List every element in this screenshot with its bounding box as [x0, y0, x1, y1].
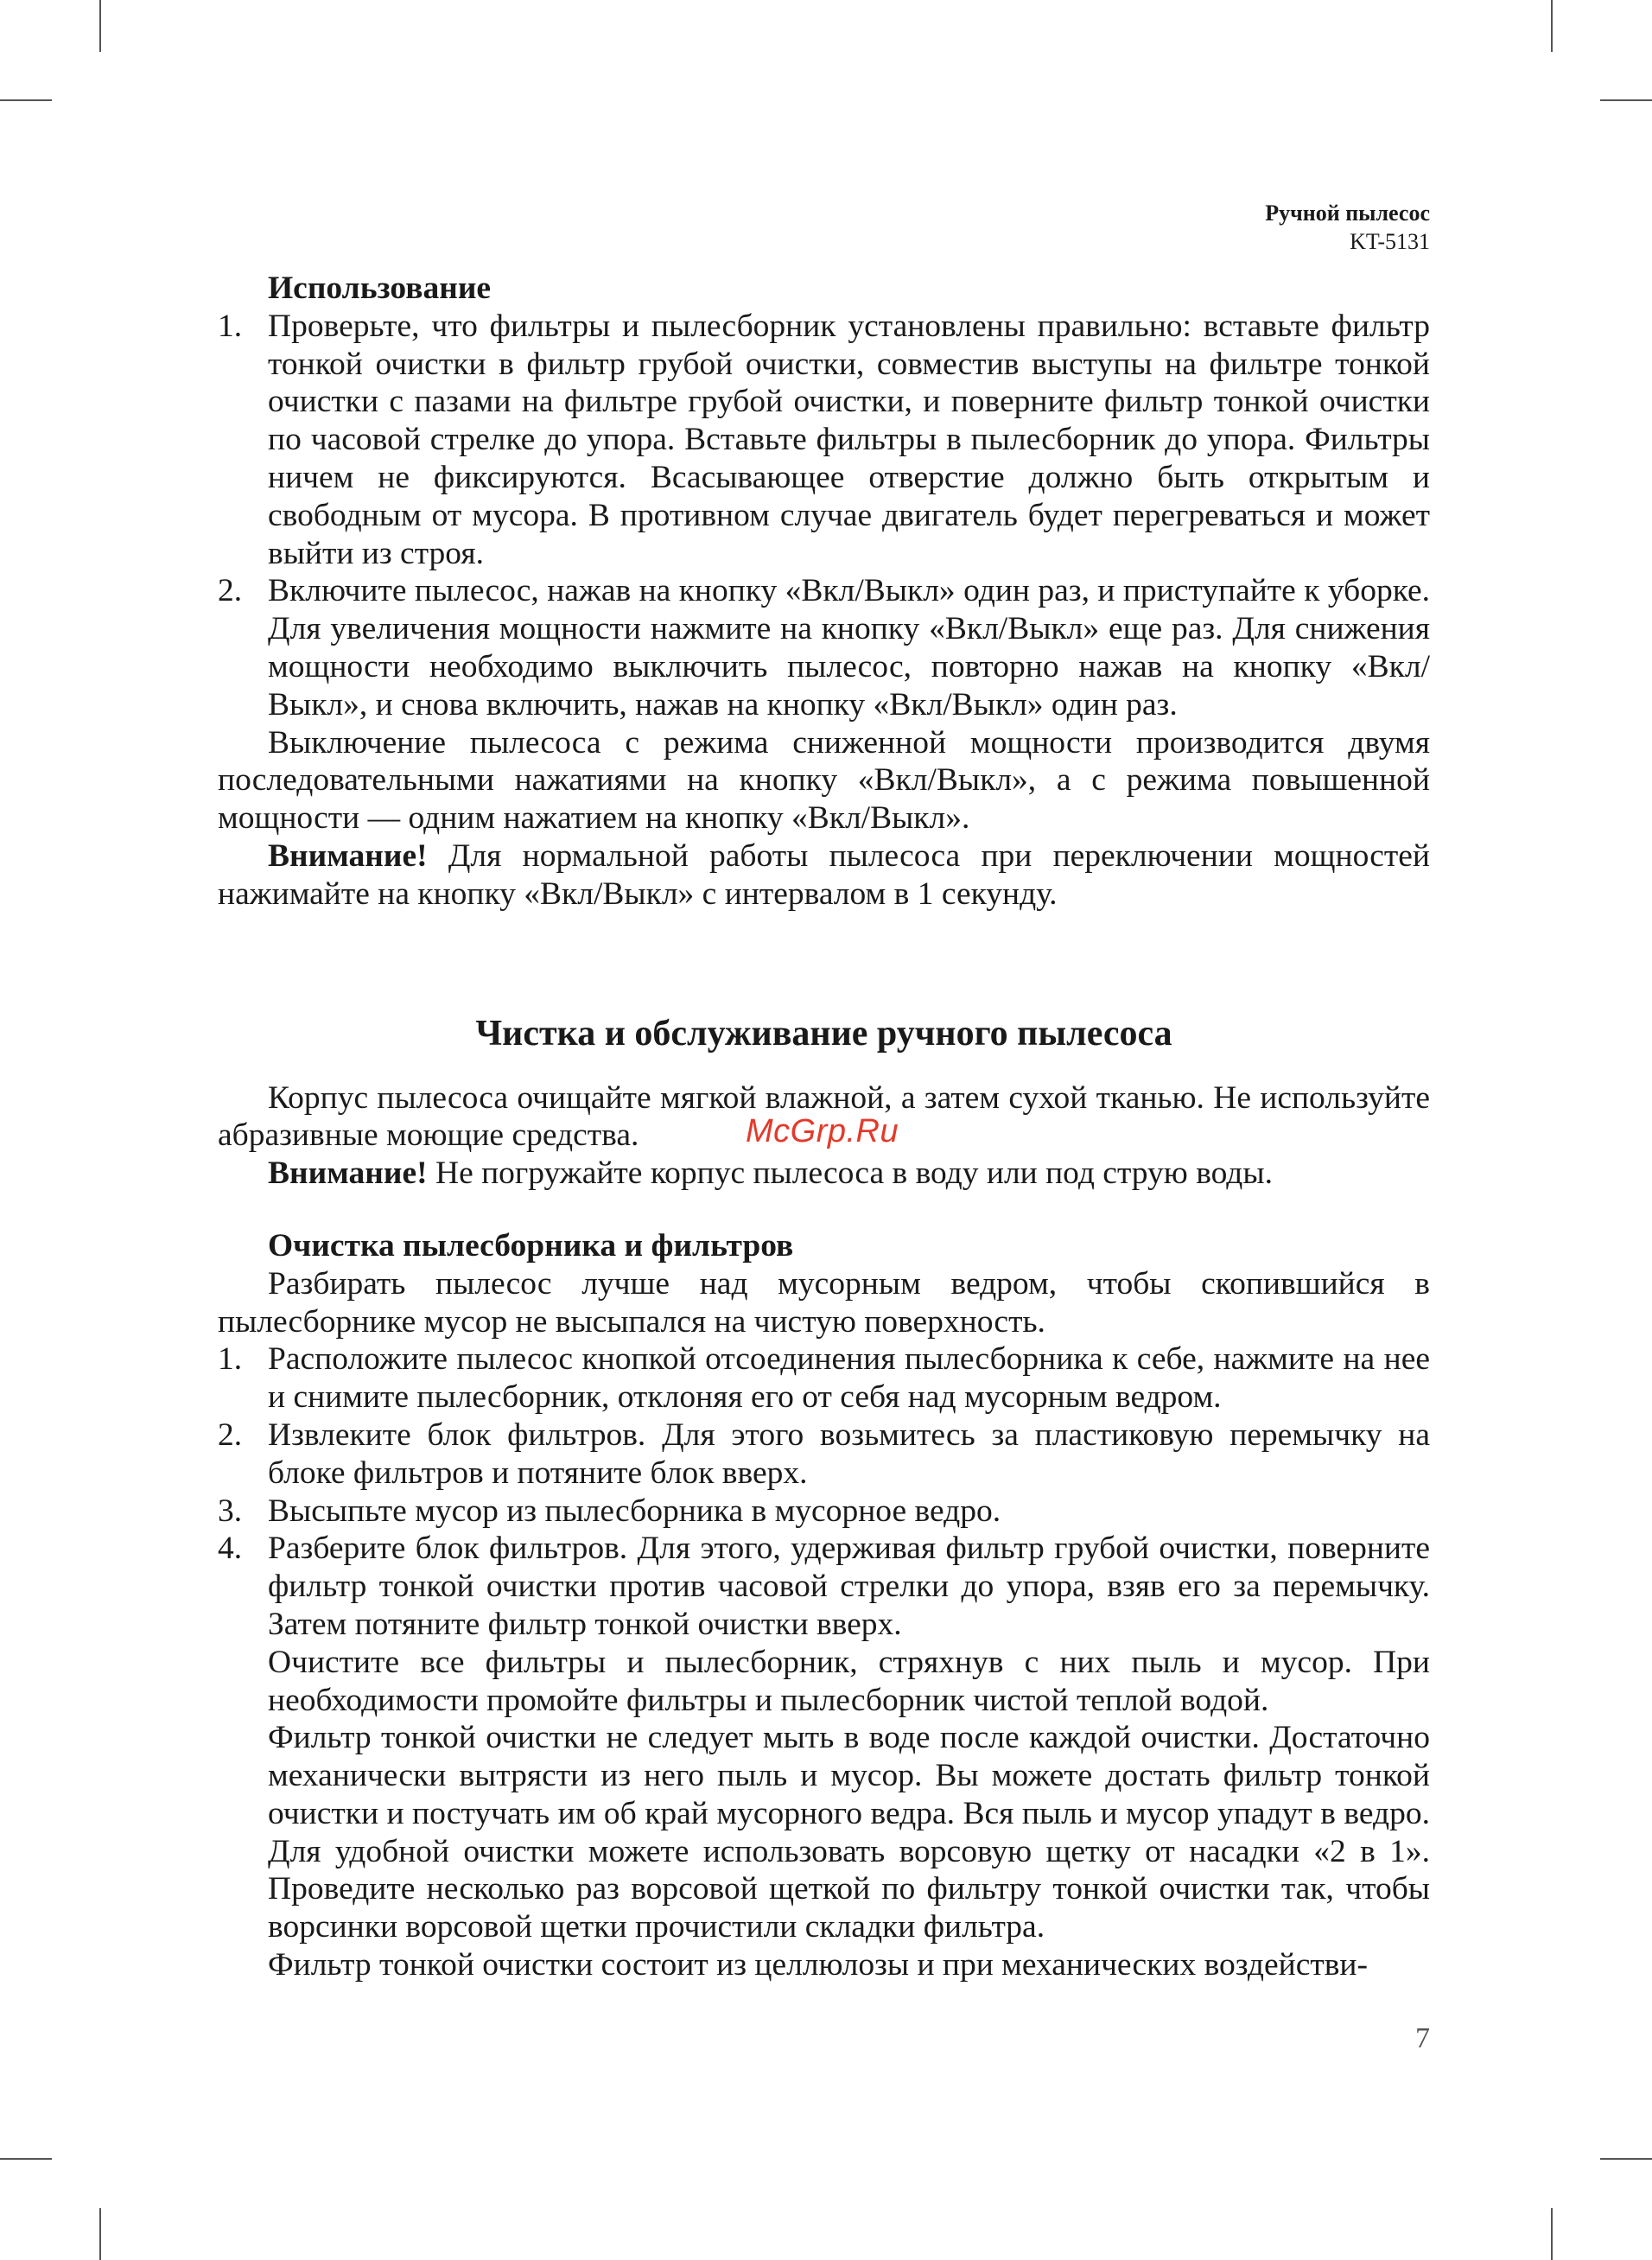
- list-item-number: 2.: [218, 573, 243, 609]
- usage-paragraph: Выключение пылесоса с режима сниженной мощности производится двумя последовательными нажатиями на кнопку «Вкл/Выкл», а с режима повышенной мощности — одним нажатием на кнопку «Вкл/Выкл».: [218, 724, 1430, 837]
- crop-mark: [0, 99, 52, 101]
- crop-mark: [1600, 2158, 1652, 2160]
- list-item-number: 3.: [218, 1493, 243, 1529]
- usage-heading: Использование: [268, 271, 492, 306]
- crop-mark: [0, 2158, 52, 2160]
- page-number: 7: [1415, 2022, 1430, 2054]
- body-text: , а затем сухой тканью. Не используйте абразивные моющие средства.: [218, 1079, 1430, 1154]
- list-item-number: 1.: [218, 1341, 243, 1378]
- crop-mark: [99, 0, 101, 52]
- running-header: [1265, 199, 1430, 256]
- sub-paragraph: Фильтр тонкой очистки не следует мыть в воде после каждой очистки. Достаточно механически вытрясти из него пыль и мусор. Вы можете достать фильтр тонкой очистки и постучать им об край мусорного ведра. Вся пыль и мусор упадут в ведро. Для удобной очистки можете использовать ворсовую щетку от насадки «2 в 1». Проведите несколько раз ворсовой щеткой по фильтру тонкой очистки так, чтобы ворсинки ворсовой щетки прочистили складки фильтра.: [268, 1720, 1430, 1945]
- list-item-number: 4.: [218, 1531, 243, 1567]
- intro-paragraph: Разбирать пылесос лучше над мусорным ведром, чтобы скопившийся в пылесборнике мусор не высыпался на чистую поверхность.: [218, 1265, 1430, 1340]
- header-model: KT-5131: [1350, 229, 1430, 254]
- list-item-text: Проверьте, что фильтры и пылесборник установлены правильно: вставьте фильтр тонкой очистки в фильтр грубой очистки, совместив выступы на фильтре тонкой очистки с пазами на фильтре грубой очистки, и поверните фильтр тонкой очистки по часовой стрелке до упора. Вставьте фильтры в пылесборник до упора. Фильтры ничем не фиксируются. Всасывающее отверстие должно быть открытым и свободным от мусора. В противном случае двигатель будет перегреваться и может выйти из строя.: [268, 308, 1430, 571]
- sub-paragraph: Очистите все фильтры и пылесборник, стряхнув с них пыль и мусор. При необходимости промойте фильтры и пылесборник чистой теплой водой.: [268, 1644, 1430, 1718]
- header-title: Ручной пылесос: [1265, 201, 1430, 226]
- list-item-number: 1.: [218, 308, 243, 344]
- list-item-text: Высыпьте мусор из пылесборника в мусорное ведро.: [268, 1493, 1001, 1529]
- list-item-text: Извлеките блок фильтров. Для этого возьмитесь за пластиковую перемычку на блоке фильтров и потяните блок вверх.: [268, 1416, 1430, 1491]
- sub-paragraph: Фильтр тонкой очистки состоит из целлюлозы и при механических воздействи-: [268, 1947, 1368, 1983]
- body-text: Корпус пылесоса очищайте мягкой влажной: [268, 1079, 885, 1116]
- crop-mark: [1551, 2208, 1553, 2260]
- list-item: [218, 1416, 1430, 1493]
- warning-label: Внимание!: [268, 837, 428, 874]
- list-item-text: Разберите блок фильтров. Для этого, удерживая фильтр грубой очистки, поверните фильтр тонкой очистки против часовой стрелки до упора, взяв его за перемычку. Затем потяните фильтр тонкой очистки вверх.: [268, 1531, 1430, 1642]
- usage-warning: [218, 837, 1430, 914]
- warning-text: Не погружайте корпус пылесоса в воду или под струю воды.: [427, 1155, 1273, 1192]
- crop-mark: [99, 2208, 101, 2260]
- sub-heading: Очистка пылесборника и фильтров: [268, 1227, 794, 1264]
- list-item: [218, 1530, 1430, 1643]
- list-item: [218, 1493, 1430, 1531]
- crop-mark: [1600, 99, 1652, 101]
- crop-mark: [1551, 0, 1553, 52]
- cleaning-warning: [218, 1155, 1430, 1193]
- section-heading: Чистка и обслуживание ручного пылесоса: [475, 1013, 1172, 1054]
- list-item-number: 2.: [218, 1416, 243, 1453]
- list-item: [218, 308, 1430, 573]
- warning-label: Внимание!: [268, 1155, 428, 1192]
- warning-text: Для нормальной работы пылесоса при переключении мощностей нажимайте на кнопку «Вкл/Выкл» с интервалом в 1 секунду.: [218, 837, 1430, 912]
- list-item-text: Включите пылесос, нажав на кнопку «Вкл/Выкл» один раз, и приступайте к уборке. Для увеличения мощности нажмите на кнопку «Вкл/Выкл» еще раз. Для снижения мощности необходимо выключить пылесос, повторно нажав на кнопку «Вкл/Выкл», и снова включить, нажав на кнопку «Вкл/Выкл» один раз.: [268, 573, 1430, 723]
- watermark: McGrp.Ru: [746, 1113, 899, 1149]
- list-item: [218, 572, 1430, 723]
- list-item: [218, 1340, 1430, 1416]
- list-item-text: Расположите пылесос кнопкой отсоединения пылесборника к себе, нажмите на нее и снимите пылесборник, отклоняя его от себя над мусорным ведром.: [268, 1341, 1430, 1416]
